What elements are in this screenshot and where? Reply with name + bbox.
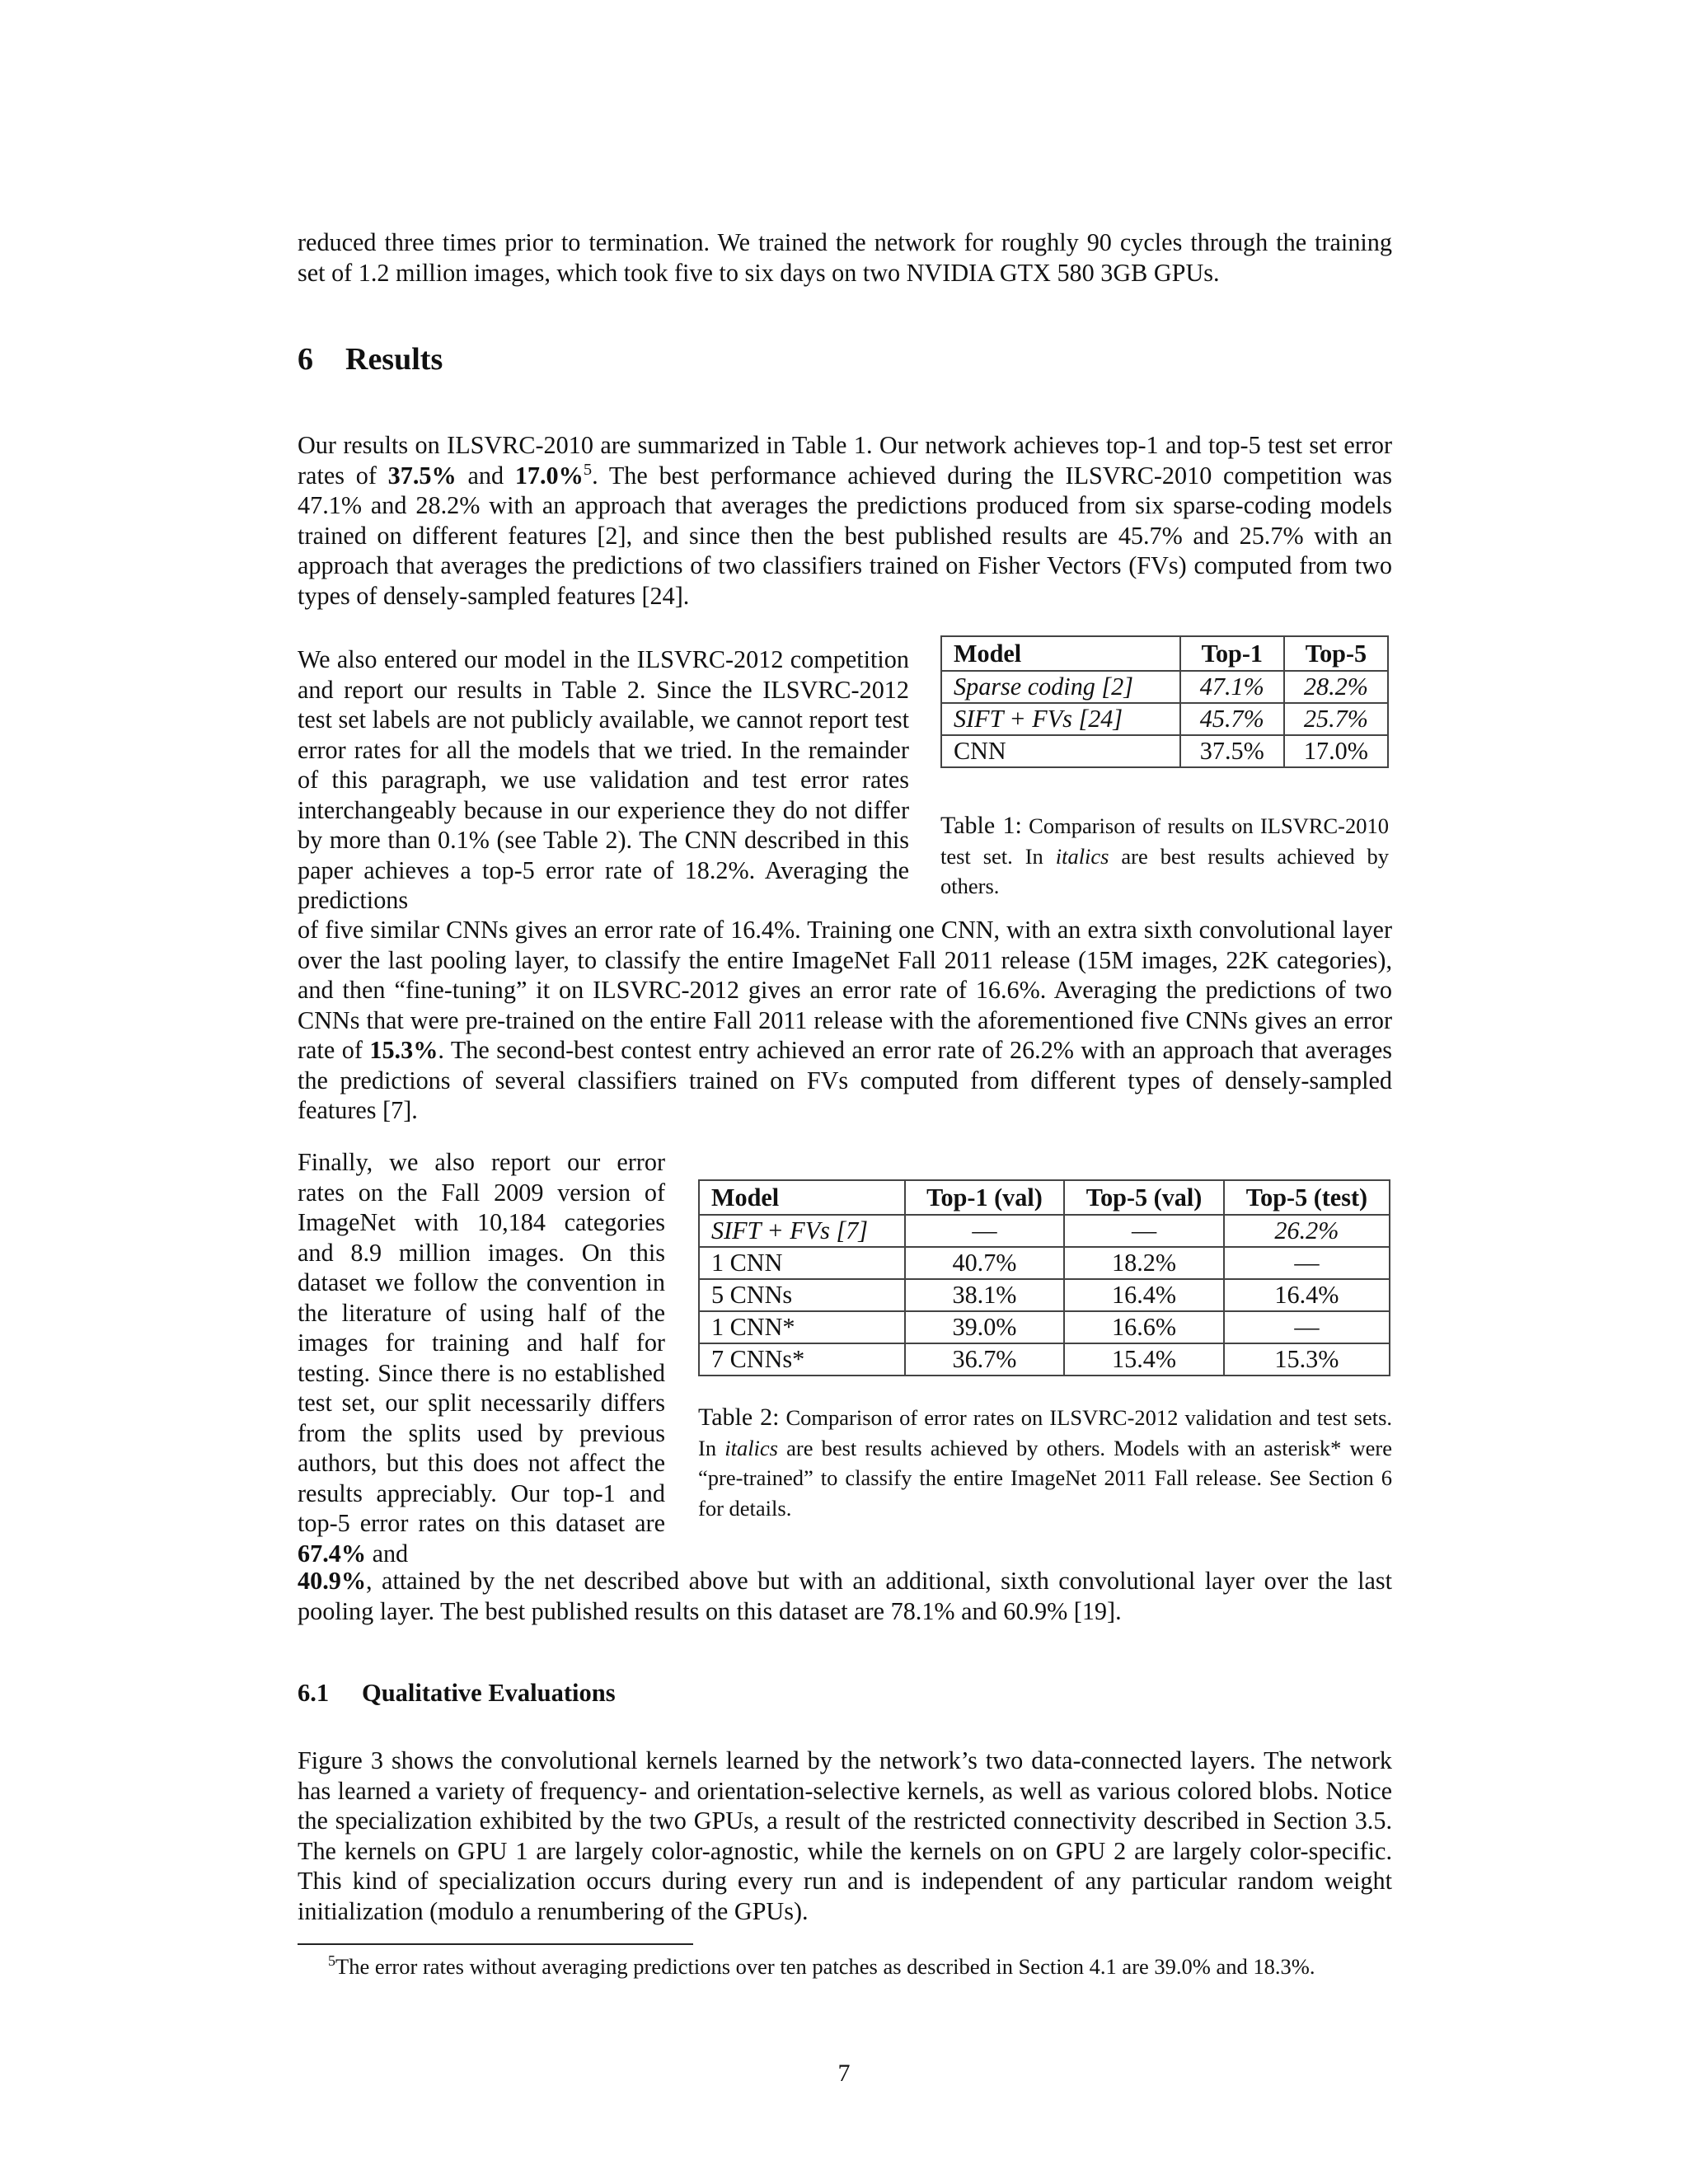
table-cell: Sparse coding [2]: [941, 671, 1180, 703]
table-row: [699, 1311, 1390, 1343]
table-2-header: Top-5 (val): [1064, 1180, 1224, 1215]
table-cell: 15.4%: [1064, 1343, 1224, 1376]
section-title: Results: [345, 342, 443, 377]
table-cell: 1 CNN*: [699, 1311, 905, 1343]
table-cell: 16.4%: [1224, 1279, 1390, 1311]
para1-bold-top1: 37.5%: [387, 461, 457, 490]
footnote-text: The error rates without averaging predictions over ten patches as described in Section 4.1 are 39.0% and 18.3%.: [335, 1954, 1315, 1979]
table-cell: 39.0%: [905, 1311, 1065, 1343]
table-cell: CNN: [941, 735, 1180, 767]
para1-text-b: and: [456, 461, 515, 490]
table-cell: —: [1224, 1311, 1390, 1343]
results-paragraph-3-continued: [298, 1566, 1392, 1626]
para3-text-a: Finally, we also report our error rates on the Fall 2009 version of ImageNet with 10,184 categories and 8.9 million images. On this dataset we follow the convention in the literature of using half of the images for training and half for testing. Since there is no established test set, our split necessarily differs from the splits used by previous authors, but this does not affect the results appreciably. Our top-1 and top-5 error rates on this dataset are: [298, 1148, 665, 1537]
table-row: [941, 735, 1388, 767]
footnote-mark: 5: [328, 1952, 336, 1970]
table-cell: 16.6%: [1064, 1311, 1224, 1343]
table-1-container: [940, 635, 1392, 902]
table-cell: 36.7%: [905, 1343, 1065, 1376]
table-cell: 15.3%: [1224, 1343, 1390, 1376]
table-1-header: Top-1: [1180, 636, 1284, 671]
table-cell: —: [905, 1215, 1065, 1247]
table-2-caption-text-a: Comparison of error rates on ILSVRC-2012 validation and test sets. In: [698, 1405, 1393, 1460]
table-row: [699, 1343, 1390, 1376]
table-cell: 45.7%: [1180, 703, 1284, 735]
para2-bold: 15.3%: [369, 1036, 438, 1064]
table-2-header: Model: [699, 1180, 905, 1215]
footnote-ref: 5: [583, 460, 593, 479]
para3-bold-top1: 67.4%: [298, 1539, 367, 1568]
table-cell: SIFT + FVs [7]: [699, 1215, 905, 1247]
para2-text-a: of five similar CNNs gives an error rate of 16.4%. Training one CNN, with an extra sixth convolutional layer over the last pooling layer, to classify the entire ImageNet Fall 2011 release (15M images, 22K categories), and then “fine-tuning” it on ILSVRC-2012 gives an error rate of 16.6%. Averaging the predictions of two CNNs that were pre-trained on the entire Fall 2011 release with the aforementioned five CNNs gives an error rate of: [298, 916, 1392, 1064]
table-2-header: Top-1 (val): [905, 1180, 1065, 1215]
table-cell: 38.1%: [905, 1279, 1065, 1311]
table-1-caption-text-a: Comparison of results on ILSVRC-2010 test set. In: [940, 813, 1390, 869]
table-2-header-row: [699, 1180, 1390, 1215]
table-cell: 40.7%: [905, 1247, 1065, 1279]
table-1-header-row: [941, 636, 1388, 671]
table-2-caption-text-b: are best results achieved by others. Models with an asterisk* were “pre-trained” to classify the entire ImageNet 2011 Fall release. See Section 6 for details.: [698, 1435, 1392, 1521]
table-cell: 7 CNNs*: [699, 1343, 905, 1376]
table-cell: SIFT + FVs [24]: [941, 703, 1180, 735]
para1-text-a: Our results on ILSVRC-2010 are summarized in Table 1. Our network achieves top-1 and top-5 test set error rates of: [298, 431, 1392, 490]
table-cell: 16.4%: [1064, 1279, 1224, 1311]
para2-text-b: . The second-best contest entry achieved an error rate of 26.2% with an approach that averages the predictions of several classifiers trained on FVs computed from different types of densely-sampled features [7].: [298, 1036, 1392, 1124]
table-cell: 26.2%: [1224, 1215, 1390, 1247]
table-cell: 25.7%: [1284, 703, 1388, 735]
results-paragraph-2-continued: [298, 915, 1392, 1126]
footnote-rule: [298, 1943, 693, 1945]
table-1-header: Model: [941, 636, 1180, 671]
table-row: [699, 1279, 1390, 1311]
table-row: [941, 703, 1388, 735]
subsection-number: 6.1: [298, 1679, 330, 1707]
table-row: [941, 671, 1388, 703]
subsection-heading: [298, 1678, 616, 1708]
para3-text-b: and: [366, 1539, 409, 1568]
page-number: 7: [837, 2060, 851, 2087]
table-1-caption-text-b: are best results achieved by others.: [940, 843, 1390, 898]
table-2-container: [698, 1179, 1392, 1523]
qualitative-paragraph: Figure 3 shows the convolutional kernels learned by the network’s two data-connected layers. The network has learned a variety of frequency- and orientation-selective kernels, as well as various colored blobs. Notice the specialization exhibited by the two GPUs, a result of the restricted connectivity described in Section 3.5. The kernels on GPU 1 are largely color-agnostic, while the kernels on on GPU 2 are largely color-specific. This kind of specialization occurs during every run and is independent of any particular random weight initialization (modulo a renumbering of the GPUs).: [298, 1746, 1392, 1925]
table-cell: 17.0%: [1284, 735, 1388, 767]
section-number: 6: [298, 342, 313, 377]
table-2-caption: [698, 1403, 1392, 1523]
table-cell: 37.5%: [1180, 735, 1284, 767]
para1-bold-top5: 17.0%: [514, 461, 584, 490]
table-cell: 5 CNNs: [699, 1279, 905, 1311]
intro-paragraph: reduced three times prior to termination. We trained the network for roughly 90 cycles through the training set of 1.2 million images, which took five to six days on two NVIDIA GTX 580 3GB GPUs.: [298, 228, 1392, 287]
table-1-header: Top-5: [1284, 636, 1388, 671]
table-cell: —: [1224, 1247, 1390, 1279]
table-1-caption-label: Table 1:: [940, 812, 1022, 839]
footnote: [298, 1952, 1392, 1981]
table-cell: 28.2%: [1284, 671, 1388, 703]
table-2-caption-italic: italics: [724, 1435, 778, 1460]
section-heading: [298, 341, 443, 377]
table-2-header: Top-5 (test): [1224, 1180, 1390, 1215]
table-2: [698, 1179, 1390, 1376]
table-1-caption: [940, 811, 1389, 902]
table-2-caption-label: Table 2:: [698, 1404, 780, 1431]
para3-bold-top5: 40.9%: [298, 1567, 367, 1595]
results-paragraph-3-wrapped: [298, 1147, 665, 1568]
subsection-title: Qualitative Evaluations: [362, 1679, 616, 1707]
para3-text-c: , attained by the net described above but with an additional, sixth convolutional layer over the last pooling layer. The best published results on this dataset are 78.1% and 60.9% [19].: [298, 1567, 1392, 1625]
table-cell: —: [1064, 1215, 1224, 1247]
table-cell: 1 CNN: [699, 1247, 905, 1279]
results-paragraph-1: [298, 430, 1392, 611]
table-cell: 18.2%: [1064, 1247, 1224, 1279]
table-row: [699, 1247, 1390, 1279]
table-row: [699, 1215, 1390, 1247]
table-1: [940, 635, 1389, 768]
results-paragraph-2-wrapped: We also entered our model in the ILSVRC-2012 competition and report our results in Table 2. Since the ILSVRC-2012 test set labels are not publicly available, we cannot report test error rates for all the models that we tried. In the remainder of this paragraph, we use validation and test error rates interchangeably because in our experience they do not differ by more than 0.1% (see Table 2). The CNN described in this paper achieves a top-5 error rate of 18.2%. Averaging the predictions: [298, 645, 909, 914]
para1-text-c: . The best performance achieved during the ILSVRC-2010 competition was 47.1% and 28.2% with an approach that averages the predictions produced from six sparse-coding models trained on different features [2], and since then the best published results are 45.7% and 25.7% with an approach that averages the predictions of two classifiers trained on Fisher Vectors (FVs) computed from two types of densely-sampled features [24].: [298, 461, 1392, 610]
table-1-caption-italic: italics: [1055, 843, 1109, 869]
table-cell: 47.1%: [1180, 671, 1284, 703]
